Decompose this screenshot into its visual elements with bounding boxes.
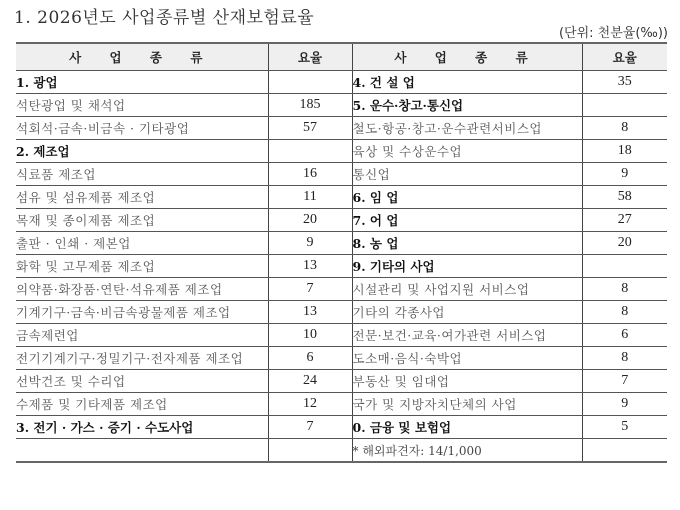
table-row xyxy=(16,163,667,186)
industry-name-cell: 시설관리 및 사업지원 서비스업 xyxy=(352,278,582,301)
rate-value-cell: 9 xyxy=(268,232,352,255)
insurance-rate-table xyxy=(16,42,667,463)
header-industry-left: 사 업 종 류 xyxy=(16,43,268,71)
rate-value-cell: 11 xyxy=(268,186,352,209)
rate-value-cell: 10 xyxy=(268,324,352,347)
header-rate-left: 요율 xyxy=(268,43,352,71)
rate-value-cell: 6 xyxy=(268,347,352,370)
industry-name-cell: 식료품 제조업 xyxy=(16,163,268,186)
rate-value-cell xyxy=(582,255,667,278)
rate-value-cell: 13 xyxy=(268,301,352,324)
rate-value-cell: 27 xyxy=(582,209,667,232)
industry-name-cell: 섬유 및 섬유제품 제조업 xyxy=(16,186,268,209)
table-row xyxy=(16,439,667,463)
rate-value-cell: 6 xyxy=(582,324,667,347)
rate-value-cell xyxy=(268,439,352,463)
table-row xyxy=(16,232,667,255)
rate-value-cell: 8 xyxy=(582,117,667,140)
industry-name-cell: 부동산 및 임대업 xyxy=(352,370,582,393)
rate-value-cell: 7 xyxy=(268,416,352,439)
industry-name-cell: 8. 농 업 xyxy=(352,232,582,255)
rate-value-cell: 8 xyxy=(582,347,667,370)
industry-name-cell: 철도·항공·창고·운수관련서비스업 xyxy=(352,117,582,140)
industry-name-cell: 도소매·음식·숙박업 xyxy=(352,347,582,370)
industry-name-cell: 전문·보건·교육·여가관련 서비스업 xyxy=(352,324,582,347)
industry-name-cell: 4. 건 설 업 xyxy=(352,71,582,94)
industry-name-cell: 0. 금융 및 보험업 xyxy=(352,416,582,439)
industry-name-cell: 선박건조 및 수리업 xyxy=(16,370,268,393)
industry-name-cell: * 해외파견자: 14/1,000 xyxy=(352,439,582,463)
industry-name-cell: 수제품 및 기타제품 제조업 xyxy=(16,393,268,416)
rate-value-cell: 7 xyxy=(268,278,352,301)
table-row xyxy=(16,301,667,324)
industry-name-cell: 석탄광업 및 채석업 xyxy=(16,94,268,117)
rate-value-cell xyxy=(268,140,352,163)
table-row xyxy=(16,278,667,301)
rate-value-cell: 58 xyxy=(582,186,667,209)
page-title: 1. 2026년도 사업종류별 산재보험료율 xyxy=(14,8,315,28)
industry-name-cell: 7. 어 업 xyxy=(352,209,582,232)
table-row xyxy=(16,94,667,117)
table-row xyxy=(16,416,667,439)
rate-value-cell xyxy=(582,439,667,463)
rate-value-cell: 20 xyxy=(268,209,352,232)
table-row xyxy=(16,186,667,209)
industry-name-cell: 석회석·금속·비금속 · 기타광업 xyxy=(16,117,268,140)
rate-value-cell: 13 xyxy=(268,255,352,278)
industry-name-cell: 5. 운수·창고·통신업 xyxy=(352,94,582,117)
industry-name-cell: 화학 및 고무제품 제조업 xyxy=(16,255,268,278)
table-header-row xyxy=(16,43,667,71)
rate-value-cell: 7 xyxy=(582,370,667,393)
rate-value-cell: 24 xyxy=(268,370,352,393)
header-rate-right: 요율 xyxy=(582,43,667,71)
industry-name-cell: 통신업 xyxy=(352,163,582,186)
table-row xyxy=(16,117,667,140)
industry-name-cell: 6. 임 업 xyxy=(352,186,582,209)
rate-value-cell: 5 xyxy=(582,416,667,439)
industry-name-cell: 목재 및 종이제품 제조업 xyxy=(16,209,268,232)
rate-value-cell: 57 xyxy=(268,117,352,140)
table-row xyxy=(16,255,667,278)
industry-name-cell: 기타의 각종사업 xyxy=(352,301,582,324)
rate-value-cell xyxy=(268,71,352,94)
table-row xyxy=(16,370,667,393)
rate-value-cell: 9 xyxy=(582,163,667,186)
rate-value-cell: 16 xyxy=(268,163,352,186)
industry-name-cell: 전기기계기구·정밀기구·전자제품 제조업 xyxy=(16,347,268,370)
table-row xyxy=(16,71,667,94)
header-industry-right: 사 업 종 류 xyxy=(352,43,582,71)
industry-name-cell: 출판 · 인쇄 · 제본업 xyxy=(16,232,268,255)
rate-value-cell: 9 xyxy=(582,393,667,416)
rate-value-cell xyxy=(582,94,667,117)
rate-value-cell: 18 xyxy=(582,140,667,163)
rate-value-cell: 20 xyxy=(582,232,667,255)
industry-name-cell: 육상 및 수상운수업 xyxy=(352,140,582,163)
rate-value-cell: 8 xyxy=(582,301,667,324)
rate-value-cell: 185 xyxy=(268,94,352,117)
industry-name-cell: 기계기구·금속·비금속광물제품 제조업 xyxy=(16,301,268,324)
unit-label: (단위: 천분율(‰)) xyxy=(558,26,668,41)
industry-name-cell: 금속제련업 xyxy=(16,324,268,347)
table-row xyxy=(16,324,667,347)
table-row xyxy=(16,140,667,163)
industry-name-cell xyxy=(16,439,268,463)
table-row xyxy=(16,393,667,416)
rate-value-cell: 35 xyxy=(582,71,667,94)
rate-value-cell: 8 xyxy=(582,278,667,301)
industry-name-cell: 국가 및 지방자치단체의 사업 xyxy=(352,393,582,416)
industry-name-cell: 1. 광업 xyxy=(16,71,268,94)
industry-name-cell: 의약품·화장품·연탄·석유제품 제조업 xyxy=(16,278,268,301)
table-row xyxy=(16,347,667,370)
industry-name-cell: 3. 전기 · 가스 · 증기 · 수도사업 xyxy=(16,416,268,439)
table-row xyxy=(16,209,667,232)
industry-name-cell: 9. 기타의 사업 xyxy=(352,255,582,278)
industry-name-cell: 2. 제조업 xyxy=(16,140,268,163)
rate-value-cell: 12 xyxy=(268,393,352,416)
